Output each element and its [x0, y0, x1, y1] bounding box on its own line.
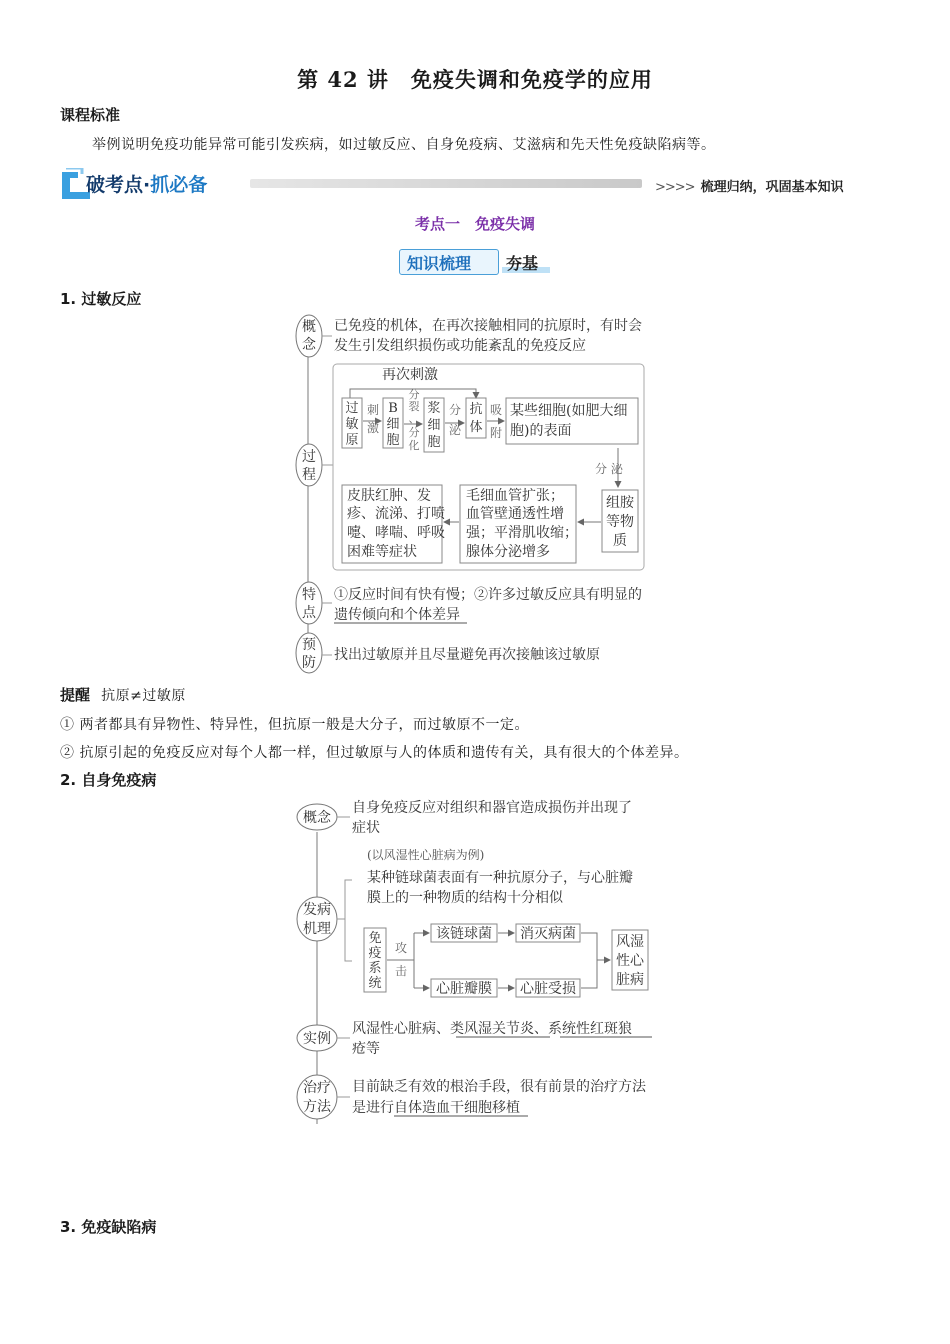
feature-label-1: 特: [302, 587, 316, 603]
effects-3: 强；平滑肌收缩；: [466, 525, 578, 541]
allergen-1: 过: [345, 401, 359, 416]
bcell-2: 细: [386, 417, 400, 432]
allergen-2: 敏: [345, 417, 359, 432]
ai-valve: 心脏瓣膜: [436, 981, 492, 997]
ai-attack-1: 攻: [394, 941, 408, 955]
reminder-item-1: ① 两者都具有异物性、特异性，但抗原一般是大分子，而过敏原不一定。: [60, 717, 529, 733]
badge-label-2: 夯基: [506, 254, 539, 273]
histamine-1: 组胺: [606, 495, 634, 511]
reminder-item-2: ② 抗原引起的免疫反应对每个人都一样，但过敏原与人的体质和遗传有关，具有很大的个体差异。: [60, 745, 689, 761]
section2-heading: 2. 自身免疫病: [60, 771, 157, 789]
ai-instance-text-2: 疮等: [352, 1041, 380, 1057]
ai-eliminate: 消灭病菌: [520, 926, 576, 942]
process-label-1: 过: [302, 449, 316, 465]
bcell-3: 胞: [386, 433, 400, 448]
antibody-1: 抗: [469, 402, 483, 417]
symptoms-1: 皮肤红肿、发: [347, 488, 431, 504]
banner-subtitle: >>>> 梳理归纳，巩固基本知识: [655, 180, 844, 195]
ai-rheumatic-2: 性心: [616, 953, 644, 969]
cell-surface-1: 某些细胞(如肥大细: [510, 403, 628, 419]
secrete-h: 分 泌: [595, 462, 623, 476]
reminder-title: 抗原≠过敏原: [101, 688, 186, 704]
bcell-1: B: [388, 401, 398, 416]
secrete-v-1: 分: [448, 403, 462, 417]
effects-2: 血管壁通透性增: [466, 506, 564, 522]
ai-immune-1: 免: [368, 931, 382, 946]
reminder-line: [60, 684, 186, 705]
differentiate-3: 、: [408, 412, 420, 425]
autoimmune-diagram: [290, 794, 670, 1126]
ai-damage: 心脏受损: [520, 981, 576, 997]
feature-label-2: 点: [302, 605, 316, 621]
ai-instance-text-1: 风湿性心脏病、类风湿关节炎、系统性红斑狼: [352, 1021, 632, 1037]
ai-instance-label: 实例: [303, 1031, 331, 1047]
secrete-v-2: 泌: [448, 423, 462, 437]
cell-surface-2: 胞)的表面: [510, 423, 572, 439]
ai-concept-label: 概念: [303, 810, 331, 826]
differentiate-2: 裂: [408, 400, 420, 413]
process-label-2: 程: [302, 467, 316, 483]
standard-heading: 课程标准: [60, 106, 121, 124]
concept-text-1: 已免疫的机体，在再次接触相同的抗原时，有时会: [334, 318, 642, 334]
plasma-3: 胞: [427, 435, 441, 450]
restimulate-label: 再次刺激: [382, 367, 438, 383]
symptoms-3: 嚏、哮喘、呼吸: [347, 525, 445, 541]
prevent-label-1: 预: [302, 637, 316, 653]
differentiate-5: 化: [408, 439, 420, 452]
banner-title: 破考点·抓必备: [86, 174, 208, 196]
standard-text: 举例说明免疫功能异常可能引发疾病，如过敏反应、自身免疫病、艾滋病和先天性免疫缺陷病等。: [92, 137, 716, 153]
plasma-1: 浆: [427, 401, 441, 416]
ai-strep: 该链球菌: [436, 926, 492, 942]
stimulate-2: 激: [366, 421, 380, 435]
effects-1: 毛细血管扩张；: [466, 488, 564, 504]
effects-4: 腺体分泌增多: [466, 544, 550, 560]
antibody-2: 体: [469, 420, 483, 435]
concept-label-2: 念: [302, 337, 316, 353]
reminder-label: 提醒: [60, 686, 91, 704]
ai-rheumatic-1: 风湿: [616, 934, 644, 950]
symptoms-4: 困难等症状: [347, 544, 417, 560]
ai-treat-label-1: 治疗: [303, 1080, 331, 1096]
histamine-2: 等物: [606, 514, 634, 530]
differentiate-1: 分: [408, 388, 420, 401]
ai-immune-2: 疫: [368, 946, 382, 961]
ai-immune-3: 系: [368, 961, 382, 976]
prevent-text: 找出过敏原并且尽量避免再次接触该过敏原: [334, 647, 600, 663]
histamine-3: 质: [613, 533, 627, 549]
ai-immune-4: 统: [368, 976, 382, 991]
concept-label-1: 概: [302, 319, 316, 335]
differentiate-4: 分: [408, 426, 420, 439]
ai-rheumatic-3: 脏病: [616, 972, 644, 988]
concept-text-2: 发生引发组织损伤或功能紊乱的免疫反应: [334, 338, 586, 354]
feature-text-1: ①反应时间有快有慢；②许多过敏反应具有明显的: [334, 587, 642, 603]
section1-heading: 1. 过敏反应: [60, 290, 142, 308]
ai-example-note: (以风湿性心脏病为例): [367, 848, 485, 862]
ai-concept-text-1: 自身免疫反应对组织和器官造成损伤并出现了: [352, 800, 632, 816]
plasma-2: 细: [427, 418, 441, 433]
page-title: 第 42 讲 免疫失调和免疫学的应用: [297, 67, 653, 92]
banner-bar: [250, 179, 642, 188]
ai-treat-text-2: 是进行自体造血干细胞移植: [352, 1100, 520, 1116]
allergy-diagram: [290, 312, 670, 674]
ai-mechanism-text-2: 膜上的一种物质的结构十分相似: [367, 890, 563, 906]
stimulate-1: 刺: [366, 403, 380, 417]
badge-label-1: 知识梳理: [407, 254, 472, 273]
kaodian-title: 考点一 免疫失调: [414, 215, 535, 233]
adsorb-1: 吸: [489, 403, 503, 417]
ai-treat-label-2: 方法: [303, 1099, 331, 1115]
ai-mechanism-label-2: 机理: [303, 921, 331, 937]
ai-treat-text-1: 目前缺乏有效的根治手段，很有前景的治疗方法: [352, 1079, 646, 1095]
ai-mechanism-text-1: 某种链球菌表面有一种抗原分子，与心脏瓣: [367, 870, 633, 886]
ai-mechanism-label-1: 发病: [303, 902, 331, 918]
section3-heading: 3. 免疫缺陷病: [60, 1218, 157, 1236]
ai-concept-text-2: 症状: [352, 820, 380, 836]
symptoms-2: 疹、流涕、打喷: [347, 506, 445, 522]
adsorb-2: 附: [489, 426, 503, 440]
feature-text-2: 遗传倾向和个体差异: [334, 607, 460, 623]
allergen-3: 原: [345, 433, 359, 448]
ai-attack-2: 击: [394, 964, 408, 978]
prevent-label-2: 防: [302, 655, 316, 671]
